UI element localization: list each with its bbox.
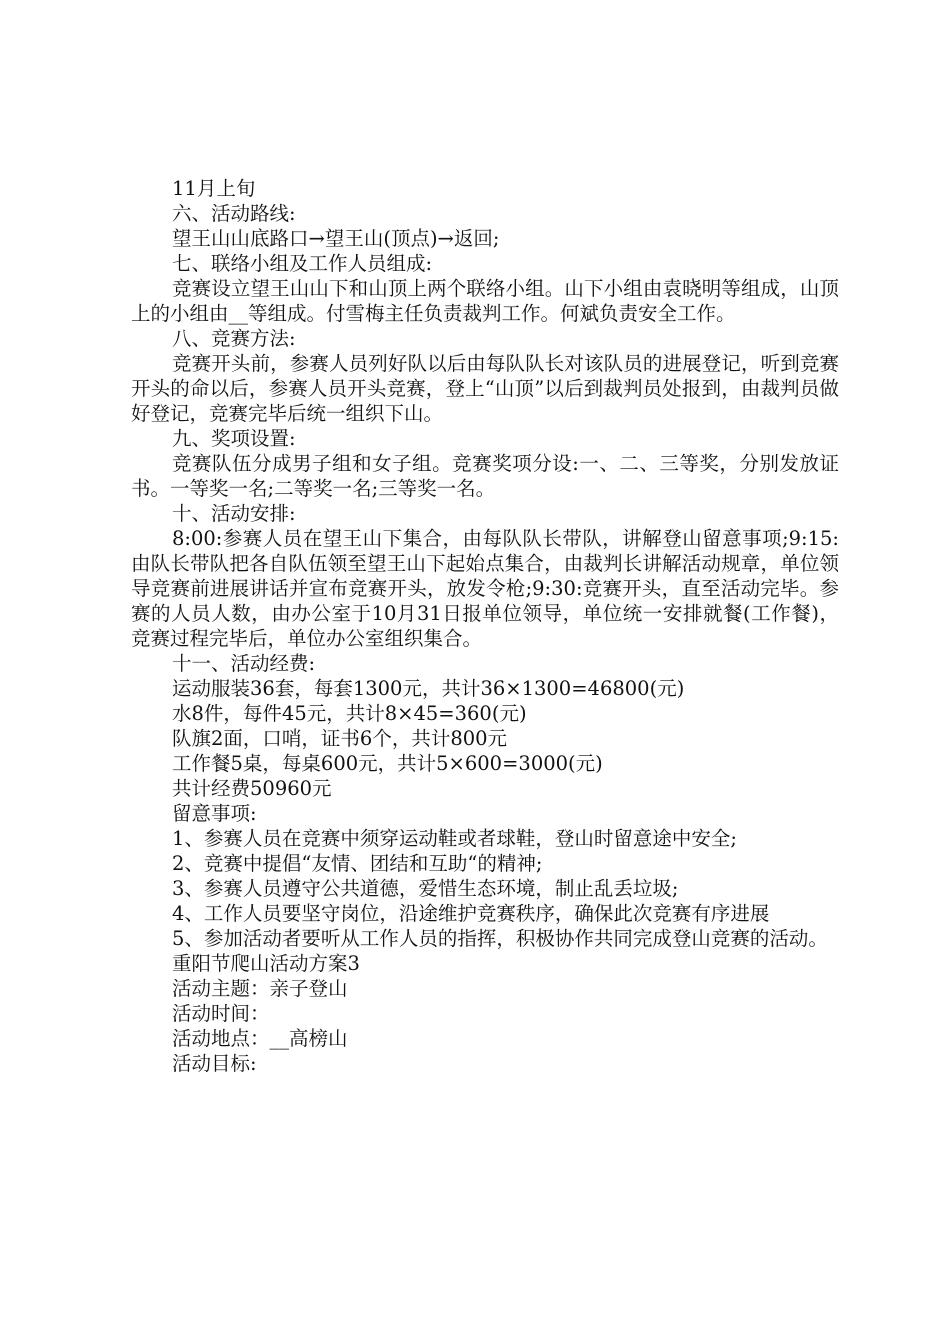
budget-line-water: 水8件，每件45元，共计8×45=360(元): [172, 702, 527, 725]
paragraph-awards: 竞赛队伍分成男子组和女子组。竞赛奖项分设:一、二、三等奖，分别发放证书。一等奖一名;二等奖一名;三等奖一名。: [131, 452, 839, 500]
heading-liaison: 七、联络小组及工作人员组成:: [172, 252, 433, 275]
paragraph-route: 望王山山底路口→望王山(顶点)→返回;: [172, 227, 500, 250]
heading-notes: 留意事项:: [172, 802, 257, 825]
note-item-5: 5、参加活动者要听从工作人员的指挥，积极协作共同完成登山竞赛的活动。: [172, 927, 828, 950]
section-title-plan-3: 重阳节爬山活动方案3: [172, 952, 360, 975]
heading-method: 八、竞赛方法:: [172, 327, 296, 350]
budget-total: 共计经费50960元: [172, 777, 332, 800]
note-item-1: 1、参赛人员在竞赛中须穿运动鞋或者球鞋，登山时留意途中安全;: [172, 827, 737, 850]
budget-line-meals: 工作餐5桌，每桌600元，共计5×600=3000(元): [172, 752, 603, 775]
heading-awards: 九、奖项设置:: [172, 427, 296, 450]
document-body: [131, 176, 839, 1076]
heading-route: 六、活动路线:: [172, 202, 296, 225]
note-item-2: 2、竞赛中提倡“友情、团结和互助“的精神;: [172, 852, 543, 875]
note-item-4: 4、工作人员要坚守岗位，沿途维护竞赛秩序，确保此次竞赛有序进展: [172, 902, 770, 925]
paragraph-date: 11月上旬: [172, 177, 256, 200]
paragraph-liaison: 竞赛设立望王山山下和山顶上两个联络小组。山下小组由袁晓明等组成，山顶上的小组由__等组成。付雪梅主任负责裁判工作。何斌负责安全工作。: [131, 277, 839, 325]
heading-schedule: 十、活动安排:: [172, 502, 296, 525]
field-time: 活动时间：: [172, 1002, 270, 1025]
budget-line-flags: 队旗2面，口哨，证书6个，共计800元: [172, 727, 508, 750]
note-item-3: 3、参赛人员遵守公共道德，爱惜生态环境，制止乱丢垃圾;: [172, 877, 679, 900]
paragraph-schedule: 8:00:参赛人员在望王山下集合，由每队队长带队，讲解登山留意事项;9:15:由队长带队把各自队伍领至望王山下起始点集合，由裁判长讲解活动规章，单位领导竞赛前进展讲话并宣布竞赛开头，放发令枪;9:30:竞赛开头，直至活动完毕。参赛的人员人数，由办公室于10月31日报单位领导，单位统一安排就餐(工作餐)，竞赛过程完毕后，单位办公室组织集合。: [131, 527, 839, 650]
field-theme: 活动主题：亲子登山: [172, 977, 348, 1000]
field-location: 活动地点：__高榜山: [172, 1027, 348, 1050]
budget-line-uniforms: 运动服装36套，每套1300元，共计36×1300=46800(元): [172, 677, 685, 700]
field-goal: 活动目标:: [172, 1052, 257, 1075]
heading-budget: 十一、活动经费:: [172, 652, 316, 675]
paragraph-method: 竞赛开头前，参赛人员列好队以后由每队队长对该队员的进展登记，听到竞赛开头的命以后，参赛人员开头竞赛，登上“山顶”以后到裁判员处报到，由裁判员做好登记，竞赛完毕后统一组织下山。: [131, 352, 839, 425]
